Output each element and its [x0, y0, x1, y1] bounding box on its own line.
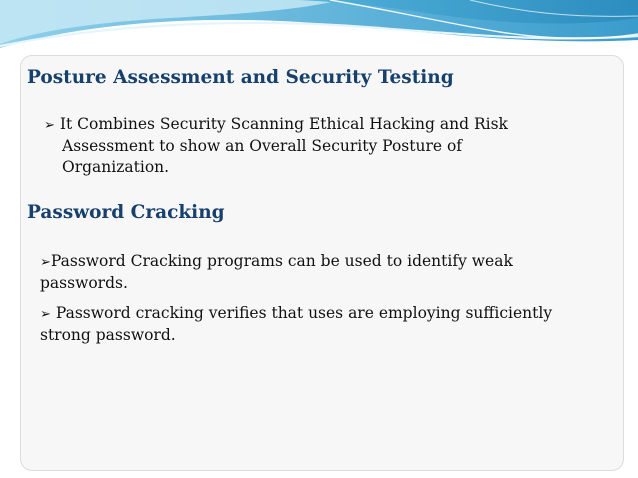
bullet-password-cracking-programs [40, 251, 513, 294]
bullet-line: passwords. [40, 274, 128, 292]
bullet-line: Assessment to show an Overall Security Posture of [62, 137, 463, 155]
bullet-line: Organization. [62, 158, 170, 176]
bullet-password-cracking-verifies [40, 303, 552, 346]
bullet-line: strong password. [40, 326, 176, 344]
bullet-posture-assessment [44, 114, 508, 178]
arrow-bullet-icon: ➢ [40, 307, 51, 322]
bullet-line: ➢ Password cracking verifies that uses are employing sufficiently [40, 304, 553, 322]
arrow-bullet-icon: ➢ [40, 255, 51, 270]
bullet-line: ➢Password Cracking programs can be used to identify weak [40, 252, 513, 270]
section-title-password-cracking: Password Cracking [27, 202, 225, 223]
arrow-bullet-icon: ➢ [44, 118, 55, 133]
section-title-posture-assessment: Posture Assessment and Security Testing [27, 67, 454, 88]
bullet-line: ➢ It Combines Security Scanning Ethical Hacking and Risk [44, 115, 508, 133]
